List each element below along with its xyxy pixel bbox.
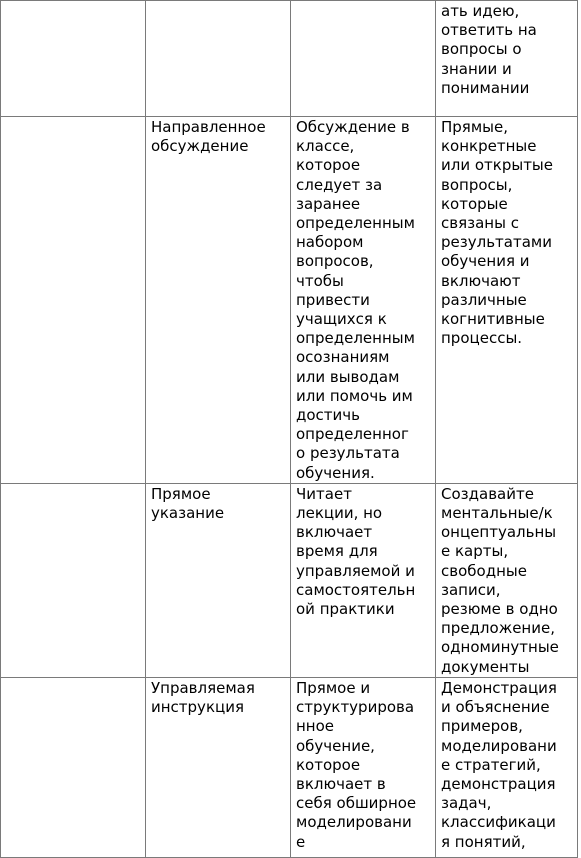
questions-cell: Прямые, конкретные или открытые вопросы, которые связаны с результатами обучения и включают различные когнитивные процессы. [436, 117, 578, 484]
questions-cell: ать идею, ответить на вопросы о знании и понимании [436, 1, 578, 117]
table-row [1, 677, 578, 857]
method-cell: Направленное обсуждение [146, 117, 291, 484]
method-cell: Прямое указание [146, 483, 291, 677]
description-cell: Прямое и структурирова нное обучение, которое включает в себя обширное моделировани е [291, 677, 436, 857]
table-row [1, 483, 578, 677]
table-row [1, 1, 578, 117]
description-cell: Читает лекции, но включает время для управляемой и самостоятельн ой практики [291, 483, 436, 677]
blank-cell [1, 1, 146, 117]
description-cell [291, 1, 436, 117]
method-cell [146, 1, 291, 117]
table-row [1, 117, 578, 484]
questions-cell: Создавайте ментальные/к онцептуальны е карты, свободные записи, резюме в одно предложение, одноминутные документы [436, 483, 578, 677]
method-cell: Управляемая инструкция [146, 677, 291, 857]
blank-cell [1, 483, 146, 677]
blank-cell [1, 117, 146, 484]
blank-cell [1, 677, 146, 857]
description-cell: Обсуждение в классе, которое следует за заранее определенным набором вопросов, чтобы привести учащихся к определенным осознаниям или выводам или помочь им достичь определенног о результата обучения. [291, 117, 436, 484]
questions-cell: Демонстрация и объяснение примеров, моделировани е стратегий, демонстрация задач, классификаци я понятий, [436, 677, 578, 857]
